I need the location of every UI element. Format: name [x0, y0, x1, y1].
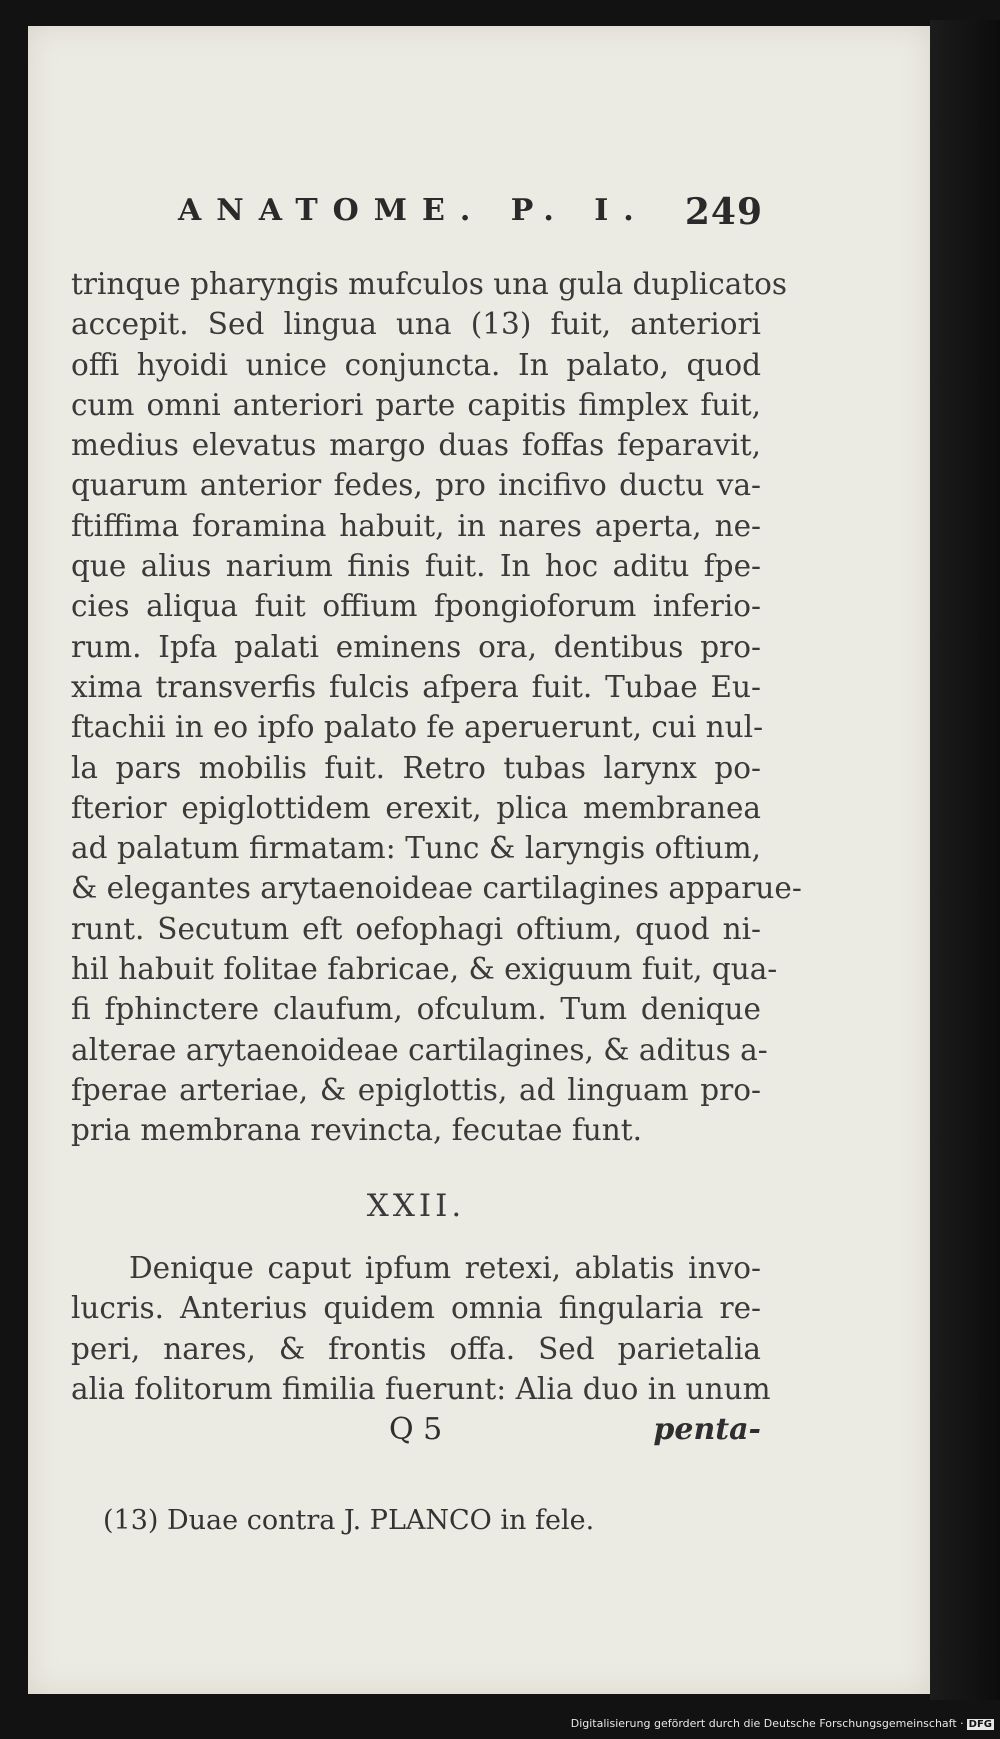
text-line: hil habuit folitae fabricae, & exiguum fuit, qua-: [71, 952, 778, 987]
signature-line: [71, 1412, 761, 1456]
section-heading: XXII.: [366, 1188, 466, 1224]
catchword: penta-: [653, 1412, 761, 1447]
text-line: ad palatum firmatam: Tunc & laryngis oftium,: [71, 831, 761, 866]
text-line: Denique caput ipfum retexi, ablatis invo-: [129, 1251, 761, 1285]
paragraph-1: [71, 264, 802, 1151]
text-line: medius elevatus margo duas foffas feparavit,: [71, 428, 761, 463]
page-number: 249: [684, 191, 763, 233]
text-line: pria membrana revincta, fecutae funt.: [71, 1113, 643, 1148]
text-line: la pars mobilis fuit. Retro tubas larynx po-: [71, 750, 761, 785]
text-line: cies aliqua fuit offium fpongioforum inferio-: [71, 589, 761, 624]
text-line: xima transverfis fulcis afpera fuit. Tubae Eu-: [71, 669, 761, 704]
text-line: ftiffima foramina habuit, in nares aperta, ne-: [71, 508, 761, 543]
text-line: fperae arteriae, & epiglottis, ad linguam pro-: [71, 1072, 761, 1107]
text-line: ftachii in eo ipfo palato fe aperuerunt, cui nul-: [71, 710, 764, 745]
paragraph-2: [71, 1248, 771, 1409]
book-page: [28, 26, 930, 1694]
running-title: ANATOME. P. I.: [178, 193, 649, 228]
text-line: rum. Ipfa palati eminens ora, dentibus pro-: [71, 629, 761, 664]
text-line: alia folitorum fimilia fuerunt: Alia duo in unum: [71, 1371, 771, 1406]
text-line: trinque pharyngis mufculos una gula duplicatos: [71, 267, 788, 301]
scan-background-edge: [930, 20, 1000, 1700]
text-line: quarum anterior fedes, pro incifivo ductu va-: [71, 468, 761, 503]
text-line: fterior epiglottidem erexit, plica membranea: [71, 790, 761, 825]
dfg-logo: DFG: [968, 1719, 992, 1730]
footnote: (13) Duae contra J. PLANCO in fele.: [103, 1505, 595, 1536]
text-line: cum omni anteriori parte capitis fimplex fuit,: [71, 387, 761, 422]
text-line: que alius narium finis fuit. In hoc aditu fpe-: [71, 549, 761, 584]
text-line: lucris. Anterius quidem omnia fingularia re-: [71, 1291, 761, 1326]
signature-mark: Q 5: [389, 1412, 443, 1447]
text-line: accepit. Sed lingua una (13) fuit, anteriori: [71, 307, 761, 342]
text-line: runt. Secutum eft oefophagi oftium, quod ni-: [71, 911, 761, 946]
digitization-notice-text: Digitalisierung gefördert durch die Deutsche Forschungsgemeinschaft ·: [570, 1717, 964, 1730]
page-header: [178, 193, 763, 239]
text-line: fi fphinctere claufum, ofculum. Tum denique: [71, 992, 761, 1027]
text-line: offi hyoidi unice conjuncta. In palato, quod: [71, 347, 761, 382]
text-line: & elegantes arytaenoideae cartilagines apparue-: [71, 871, 802, 906]
digitization-notice: [560, 1717, 1000, 1737]
text-line: alterae arytaenoideae cartilagines, & aditus a-: [71, 1032, 768, 1067]
text-line: peri, nares, & frontis offa. Sed parietalia: [71, 1331, 761, 1366]
